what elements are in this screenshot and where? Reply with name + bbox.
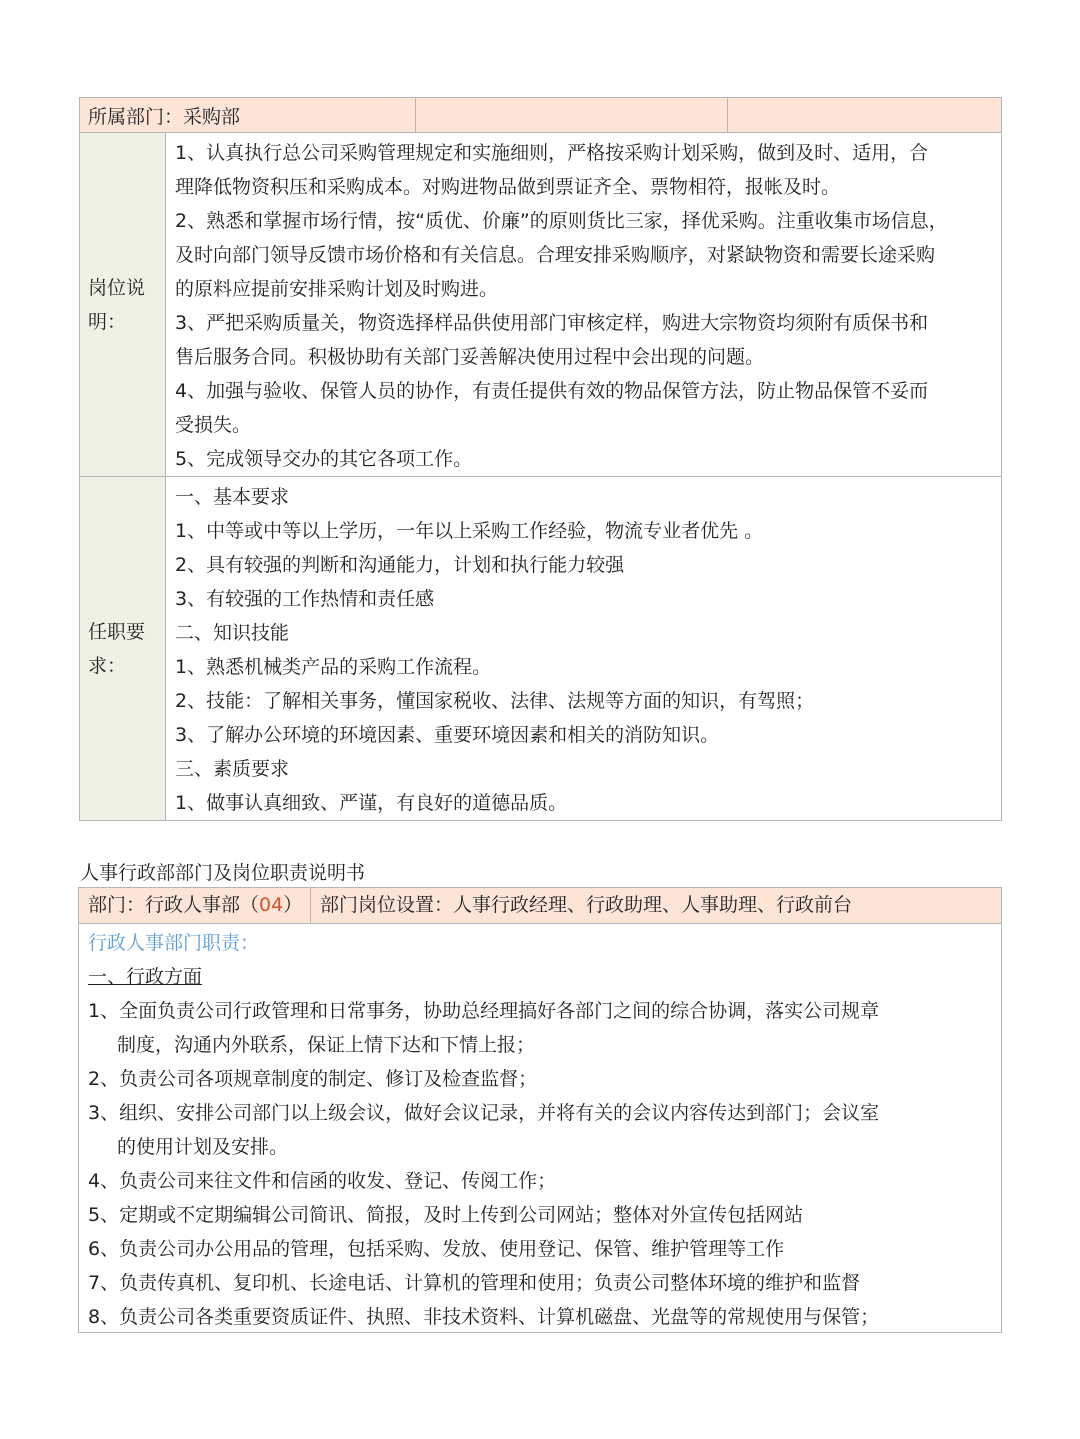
list-item-continuation: 制度，沟通内外联系，保证上情下达和下情上报； (117, 1034, 536, 1056)
duty-line: 理降低物资积压和采购成本。对购进物品做到票证齐全、票物相符，报帐及时。 (175, 176, 841, 198)
requirement-line: 1、熟悉机械类产品的采购工作流程。 (175, 656, 492, 678)
requirement-content-cell (166, 477, 1002, 821)
duty-line: 5、完成领导交办的其它各项工作。 (175, 448, 473, 470)
requirement-line: 3、了解办公环境的环境因素、重要环境因素和相关的消防知识。 (175, 724, 720, 746)
requirement-line: 2、技能：了解相关事务，懂国家税收、法律、法规等方面的知识，有驾照； (175, 690, 815, 712)
requirement-line: 一、基本要求 (175, 486, 290, 508)
dept-number: 04 (259, 894, 284, 916)
duty-line: 3、严把采购质量关，物资选择样品供使用部门审核定样，购进大宗物资均须附有质保书和 (175, 312, 929, 334)
duty-heading: 行政人事部门职责： (88, 932, 260, 954)
hr-content (79, 924, 1001, 1334)
empty-header-cell (728, 98, 1002, 133)
duty-line: 受损失。 (175, 414, 252, 436)
list-item: 2、负责公司各项规章制度的制定、修订及检查监督； (88, 1068, 538, 1090)
requirement-line: 三、素质要求 (175, 758, 290, 780)
list-item: 8、负责公司各类重要资质证件、执照、非技术资料、计算机磁盘、光盘等的常规使用与保管； (88, 1306, 880, 1328)
dept-prefix: 部门：行政人事部（ (88, 894, 260, 916)
requirement-line: 二、知识技能 (175, 622, 290, 644)
duty-line: 1、认真执行总公司采购管理规定和实施细则，严格按采购计划采购，做到及时、适用，合 (175, 142, 929, 164)
positions-cell: 部门岗位设置：人事行政经理、行政助理、人事助理、行政前台 (320, 894, 853, 916)
hr-table-header (79, 888, 1001, 924)
list-item: 1、全面负责公司行政管理和日常事务，协助总经理搞好各部门之间的综合协调，落实公司规章 (88, 1000, 880, 1022)
empty-header-cell (416, 98, 728, 133)
duty-line: 售后服务合同。积极协助有关部门妥善解决使用过程中会出现的问题。 (175, 346, 765, 368)
list-item: 3、组织、安排公司部门以上级会议，做好会议记录，并将有关的会议内容传达到部门；会议室 (88, 1102, 880, 1124)
list-item: 6、负责公司办公用品的管理，包括采购、发放、使用登记、保管、维护管理等工作 (88, 1238, 785, 1260)
duty-line: 4、加强与验收、保管人员的协作，有责任提供有效的物品保管方法，防止物品保管不妥而 (175, 380, 929, 402)
list-item: 5、定期或不定期编辑公司简讯、简报，及时上传到公司网站；整体对外宣传包括网站 (88, 1204, 804, 1226)
hr-dept-table (78, 887, 1002, 1333)
requirement-line: 1、中等或中等以上学历，一年以上采购工作经验，物流专业者优先 。 (175, 520, 764, 542)
dept-label-cell: 所属部门：采购部 (80, 98, 416, 133)
purchase-dept-table (79, 97, 1002, 821)
dept-name-cell (79, 888, 311, 923)
duty-line: 2、熟悉和掌握市场行情，按“质优、价廉”的原则货比三家，择优采购。注重收集市场信息， (175, 210, 948, 232)
requirement-line: 1、做事认真细致、严谨，有良好的道德品质。 (175, 792, 568, 814)
dept-suffix: ） (283, 894, 303, 916)
duty-content-cell (166, 133, 1002, 477)
list-item: 7、负责传真机、复印机、长途电话、计算机的管理和使用；负责公司整体环境的维护和监督 (88, 1272, 861, 1294)
list-item: 4、负责公司来往文件和信函的收发、登记、传阅工作； (88, 1170, 557, 1192)
list-item-continuation: 的使用计划及安排。 (117, 1136, 289, 1158)
duty-line: 及时向部门领导反馈市场价格和有关信息。合理安排采购顺序，对紧缺物资和需要长途采购 (175, 244, 936, 266)
requirement-line: 3、有较强的工作热情和责任感 (175, 588, 435, 610)
duty-line: 的原料应提前安排采购计划及时购进。 (175, 278, 499, 300)
requirement-label-cell: 任职要求： (80, 477, 166, 821)
duty-label-cell: 岗位说明： (80, 133, 166, 477)
section-title: 人事行政部部门及岗位职责说明书 (80, 862, 366, 884)
requirement-line: 2、具有较强的判断和沟通能力，计划和执行能力较强 (175, 554, 625, 576)
admin-heading: 一、行政方面 (88, 966, 203, 988)
